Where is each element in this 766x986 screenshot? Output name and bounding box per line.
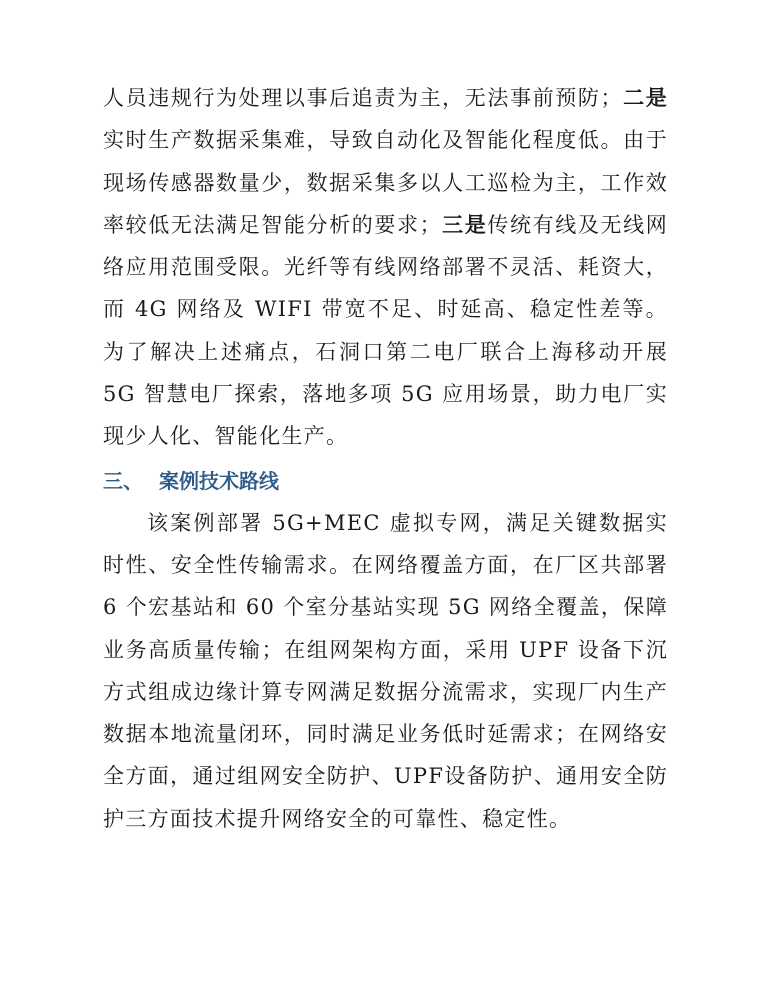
section-number: 三、 [103, 468, 143, 493]
paragraph-text-segment: 人员违规行为处理以事后追责为主，无法事前预防； [103, 86, 623, 110]
paragraph-text-segment: 实时生产数据采集难，导致自动化及智能化程度低。由于现场传感器数量少，数据采集多以人工巡检为主，工作效率较低无法满足智能分析的要求； [103, 128, 668, 237]
bold-marker-second: 二是 [622, 85, 668, 110]
section-title: 案例技术路线 [159, 468, 279, 493]
paragraph-text-segment: 传统有线及无线网络应用范围受限。光纤等有线网络部署不灵活、耗资大，而 4G 网络及 WIFI 带宽不足、时延高、稳定性差等。为了解决上述痛点，石洞口第二电厂联合上海移动开展 5G 智慧电厂探索，落地多项 5G 应用场景，助力电厂实现少人化、智能化生产。 [103, 212, 669, 449]
document-page [103, 77, 668, 840]
bold-marker-third: 三是 [441, 211, 488, 237]
body-paragraph-technical-route: 该案例部署 5G+MEC 虚拟专网，满足关键数据实时性、安全性传输需求。在网络覆盖方面，在厂区共部署 6 个宏基站和 60 个室分基站实现 5G 网络全覆盖，保障业务高质量传输；在组网架构方面，采用 UPF 设备下沉方式组成边缘计算专网满足数据分流需求，实现厂内生产数据本地流量闭环，同时满足业务低时延需求；在网络安全方面，通过组网安全防护、UPF设备防护、通用安全防护三方面技术提升网络安全的可靠性、稳定性。 [103, 510, 668, 831]
section-heading [103, 460, 668, 502]
body-paragraph-pain-points [103, 77, 668, 458]
